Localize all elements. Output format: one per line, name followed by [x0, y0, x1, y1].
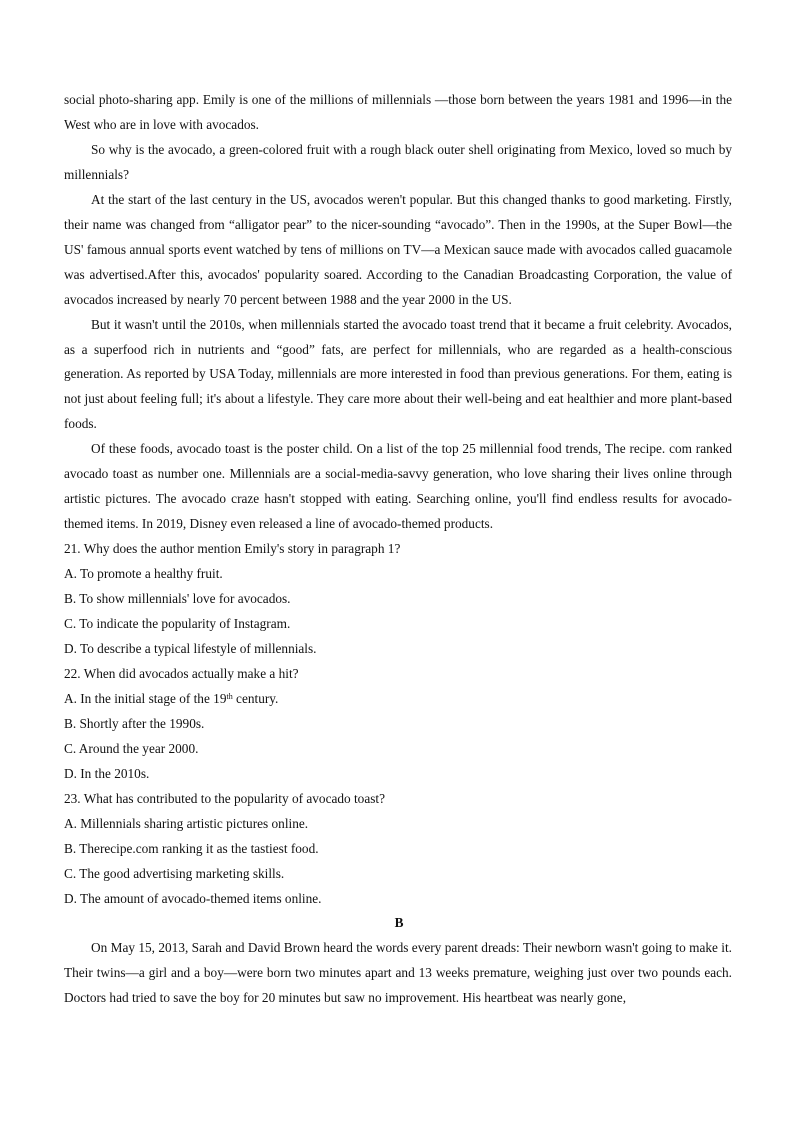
answer-option: C. The good advertising marketing skills. [64, 865, 285, 881]
question-22 [64, 662, 732, 787]
passage-a [64, 88, 732, 537]
paragraph: At the start of the last century in the US, avocados weren't popular. But this changed thanks to good marketing. Firstly, their name was changed from “alligator pear” to the nicer-sounding “avocado”. Then in the 1990s, at the Super Bowl—the US' famous annual sports event watched by tens of millions on TV—a Mexican sauce made with avocados called guacamole was advertised.After this, avocados' popularity soared. According to the Canadian Broadcasting Corporation, the value of avocados increased by nearly 70 percent between 1988 and the year 2000 in the US. [64, 191, 732, 307]
section-title: B [394, 915, 404, 931]
paragraph: social photo-sharing app. Emily is one of the millions of millennials —those born between the years 1981 and 1996—in the West who are in love with avocados. [64, 92, 732, 132]
answer-option: B. Shortly after the 1990s. [64, 715, 205, 731]
question-stem: 22. When did avocados actually make a hit? [64, 665, 299, 681]
answer-option: A. Millennials sharing artistic pictures online. [64, 815, 309, 831]
document-page [64, 88, 732, 1011]
ordinal-superscript: th [226, 691, 233, 701]
answer-option: D. The amount of avocado-themed items online. [64, 890, 322, 906]
question-stem: 21. Why does the author mention Emily's story in paragraph 1? [64, 541, 401, 557]
paragraph: So why is the avocado, a green-colored fruit with a rough black outer shell originating from Mexico, loved so much by millennials? [64, 141, 732, 182]
answer-option [64, 687, 732, 712]
question-23 [64, 787, 732, 912]
question-stem: 23. What has contributed to the popularity of avocado toast? [64, 790, 386, 806]
option-text: century. [232, 690, 279, 706]
paragraph: Of these foods, avocado toast is the poster child. On a list of the top 25 millennial food trends, The recipe. com ranked avocado toast as number one. Millennials are a social-media-savvy generation, who love sharing their lives online through artistic pictures. The avocado craze hasn't stopped with eating. Searching online, you'll find endless results for avocado-themed items. In 2019, Disney even released a line of avocado-themed products. [64, 441, 732, 532]
answer-option: A. To promote a healthy fruit. [64, 566, 223, 582]
passage-b [64, 911, 732, 1011]
answer-option: B. Therecipe.com ranking it as the tastiest food. [64, 840, 319, 856]
answer-option: C. To indicate the popularity of Instagram. [64, 616, 291, 632]
answer-option: C. Around the year 2000. [64, 740, 199, 756]
option-text: A. In the initial stage of the 19 [64, 690, 227, 706]
paragraph: On May 15, 2013, Sarah and David Brown heard the words every parent dreads: Their newborn wasn't going to make it. Their twins—a girl and a boy—were born two minutes apart and 13 weeks premature, weighing just over two pounds each. Doctors had tried to save the boy for 20 minutes but saw no improvement. His heartbeat was nearly gone, [64, 940, 732, 1006]
paragraph: But it wasn't until the 2010s, when millennials started the avocado toast trend that it became a fruit celebrity. Avocados, as a superfood rich in nutrients and “good” fats, are perfect for millennials, who are regarded as a health-conscious generation. As reported by USA Today, millennials are more interested in food than previous generations. For them, eating is not just about feeling full; it's about a lifestyle. They care more about their well-being and eat healthier and more plant-based foods. [64, 316, 732, 432]
question-21 [64, 537, 732, 662]
answer-option: D. To describe a typical lifestyle of millennials. [64, 640, 317, 656]
answer-option: D. In the 2010s. [64, 765, 150, 781]
answer-option: B. To show millennials' love for avocados. [64, 591, 291, 607]
